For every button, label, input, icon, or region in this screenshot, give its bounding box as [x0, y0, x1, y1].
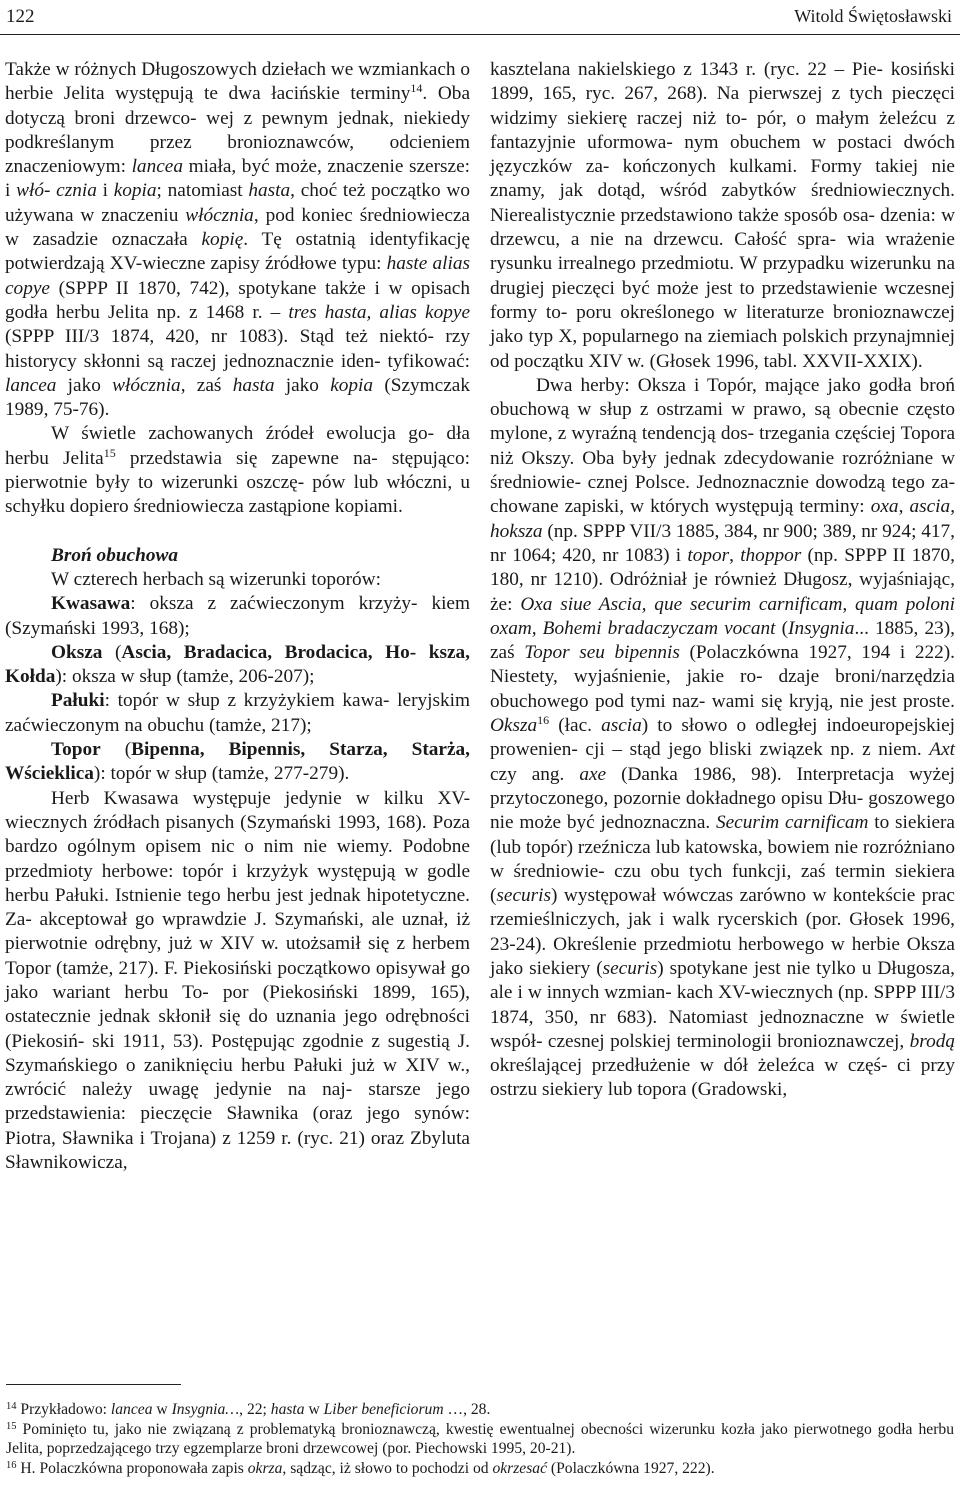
- text-run: W świetle zachowanych źródeł ewolucja go- dła herbu Jelita: [5, 423, 470, 469]
- text-run: jako: [56, 374, 113, 396]
- text-run: przedstawia się zapewne na- stępująco: pierwotnie były to wizerunki oszczę- pów lub włóczni, u schyłku dopiero średniowiecza zastąpione kopiami.: [5, 447, 470, 518]
- footnote-ref: 16: [6, 1459, 17, 1471]
- italic-term: hasta: [270, 1401, 305, 1418]
- italic-term: ascia: [909, 496, 951, 518]
- italic-term: axe: [579, 763, 607, 785]
- text-run: (Danka 1986, 98). Interpretacja wyżej przytoczonego, pozornie dokładnego opisu Dłu- goszowego nie może być jednoznaczna.: [490, 763, 955, 834]
- text-run: ,: [950, 496, 956, 518]
- text-run: w: [304, 1401, 324, 1418]
- bold-term: Bipenna, Bipennis, Starza, Starża, Wścieklica: [5, 739, 470, 785]
- italic-term: hasta: [248, 180, 291, 202]
- paragraph: [490, 58, 955, 374]
- footnote-rule: [6, 1384, 181, 1385]
- italic-term: hasta: [232, 374, 275, 396]
- text-run: : oksza z zaćwieczonym krzyży- kiem (Szymański 1993, 168);: [5, 593, 470, 639]
- italic-term: Securim carnificam: [715, 812, 869, 834]
- paragraph: [490, 374, 955, 1103]
- text-run: (np. SPPP VII/3 1885, 384, nr 900; 389, nr 924; 417, nr 1064; 420, nr 1083) i: [490, 520, 955, 566]
- italic-term: – tres hasta, alias kopye: [270, 301, 471, 323]
- text-run: , 22;: [239, 1401, 271, 1418]
- text-run: W czterech herbach są wizerunki toporów:: [51, 568, 381, 590]
- text-run: (łac.: [549, 715, 602, 737]
- header-rule: [0, 34, 960, 35]
- text-run: ) to słowo o odległej indoeuropejskiej prowenien- cji – stąd jego bliski związek np. z niem.: [490, 715, 955, 761]
- italic-term: Oksza: [490, 715, 538, 737]
- bold-term: Pałuki: [51, 690, 105, 712]
- text-run: kasztelana nakielskiego z 1343 r. (ryc. 22 – Pie- kosiński 1899, 165, ryc. 267, 268). Na pierwszej z tych pieczęci widzimy siekierę raczej niż to- pór, o małym żeleźcu z fantazyjnie uformowa- nym obuchem w postaci dwóch języczków za- kończonych kulkami. Formy takiej nie znamy, jak dotąd, wśród zabytków średniowiecznych. Nierealistycznie przedstawiono także sposób osa- dzenia: w drzewcu, a nie na drzewcu. Całość spra- wia wrażenie rysunku irrealnego przedmiotu. W przypadku wizerunku na drugiej pieczęci być może jest to przedstawienie wczesnej formy to- poru określonego w literaturze bronioznawczej jako typ X, popularnego na ziemiach polskich przynajmniej od początku XIV w. (Głosek 1996, tabl. XXVII-XXIX).: [490, 59, 955, 372]
- italic-term: włócznia: [112, 374, 181, 396]
- text-run: (: [100, 739, 132, 761]
- italic-term: Insygnia…: [171, 1401, 240, 1418]
- text-run: czy ang.: [490, 763, 580, 785]
- italic-term: lancea: [110, 1401, 153, 1418]
- text-run: (SPPP II 1870, 742), spotykane także i w opisach godła herbu Jelita np. z 1468 r.: [5, 277, 470, 323]
- bold-term: Oksza: [51, 641, 103, 663]
- section-gap: [5, 520, 470, 544]
- italic-term: Axt: [929, 739, 955, 761]
- footnote-14: [6, 1400, 954, 1420]
- italic-term: Insygnia: [788, 617, 855, 639]
- text-run: ... 1885, 23), zaś: [490, 617, 956, 664]
- italic-term: topor: [687, 544, 730, 566]
- italic-term: haste alias copye: [5, 253, 470, 299]
- footnote-ref: 15: [6, 1420, 17, 1432]
- italic-term: lancea: [131, 156, 183, 178]
- text-run: . Oba dotyczą broni drzewco- wej z pewnym jednak, niekiedy podkreślanym przez bronioznawców, odcieniem znaczeniowym:: [5, 83, 471, 178]
- text-run: ): topór w słup (tamże, 277-279).: [93, 763, 350, 785]
- text-run: , sądząc, iż słowo to pochodzi od: [282, 1459, 493, 1477]
- herb-entry: [5, 641, 470, 690]
- text-run: to siekiera (lub topór) rzeźnicza lub katowska, bowiem nie rozróżniano w średniowie- czu obu tych funkcji, zaś termin siekiera (: [490, 812, 955, 907]
- italic-term: okrzesać: [492, 1459, 548, 1477]
- footnote-15: [6, 1420, 954, 1459]
- italic-term: Liber beneficiorum: [323, 1401, 444, 1418]
- running-head-author: Witold Świętosławski: [794, 6, 952, 26]
- footnote-ref: 16: [537, 713, 550, 728]
- paragraph: [5, 787, 470, 1176]
- text-run: Przykładowo:: [16, 1401, 111, 1418]
- italic-term: thoppor: [740, 544, 802, 566]
- herb-entry: [5, 738, 470, 787]
- text-run: ) występował wówczas zarówno w kontekście prac rzemieślniczych, jak i walk rycerskich (por. Głosek 1996, 23-24). Określenie przedmiotu herbowego w herbie Oksza jako siekiery (: [490, 885, 955, 979]
- paragraph: [5, 568, 470, 592]
- page-number: 122: [6, 6, 35, 27]
- left-column: [5, 58, 470, 1175]
- italic-term: securis: [602, 957, 658, 979]
- footnote-16: [6, 1459, 954, 1479]
- text-run: ): oksza w słup (tamże, 206-207);: [55, 666, 315, 688]
- italic-term: włó- cznia: [16, 180, 97, 202]
- text-run: (Szymczak 1989, 75-76).: [5, 374, 470, 421]
- text-run: ) spotykane jest nie tylko u Długosza, ale i w innych wzmian- kach XV-wiecznych (np. SPPP III/3 1874, 350, nr 683). Natomiast jednoznaczne w świetle współ- czesnej polskiej terminologii bronioznawczej,: [490, 957, 955, 1052]
- text-run: : topór w słup z krzyżykiem kawa- leryjskim zaćwieczonym na obuchu (tamże, 217);: [5, 690, 470, 736]
- italic-term: kopia: [330, 374, 374, 396]
- italic-term: oxa: [870, 496, 899, 518]
- italic-term: hoksza: [490, 520, 543, 542]
- text-run: określającej przedłużenie w dół żeleźca w częś- ci przy ostrzu siekiery lub topora (Gradowski,: [490, 1055, 955, 1101]
- text-run: miała, być może, znaczenie szersze: i: [5, 156, 470, 202]
- text-run: ,: [898, 496, 910, 518]
- text-run: w: [152, 1401, 172, 1418]
- text-run: (np. SPPP II 1870, 180, nr 1210). Odróżniał je również Długosz, wyjaśniając, że:: [490, 544, 956, 615]
- text-run: Także w różnych Długoszowych dziełach we wzmiankach o herbie Jelita występują te dwa łacińskie terminy: [5, 59, 470, 105]
- italic-term: okrza: [247, 1459, 283, 1477]
- paragraph: [5, 58, 470, 422]
- text-run: , pod koniec średniowiecza w zasadzie oznaczała: [5, 204, 470, 251]
- page-header: [0, 0, 960, 34]
- text-run: (SPPP III/3 1874, 420, nr 1083). Stąd też niektó- rzy historycy skłonni są raczej jednoznacznie iden- tyfikować:: [5, 326, 470, 372]
- italic-term: Oxa siue Ascia, que securim carnificam, quam poloni oxam, Bohemi bradaczyczam vocant: [490, 593, 955, 639]
- text-run: (: [775, 617, 789, 639]
- text-run: . Tę ostatnią identyfikację potwierdzają XV-wieczne zapisy źródłowe typu:: [5, 229, 470, 275]
- text-run: , zaś: [180, 374, 233, 396]
- text-run: , choć też początko wo używana w znaczeniu: [5, 180, 471, 226]
- bold-term: Ascia, Bradacica, Brodacica, Ho- ksza, Kołda: [5, 641, 470, 688]
- text-run: (Polaczkówna 1927, 222).: [547, 1459, 715, 1477]
- footnote-ref: 15: [103, 445, 116, 460]
- bold-term: Topor: [51, 739, 101, 761]
- paragraph: [5, 422, 470, 519]
- italic-term: Topor seu bipennis: [524, 642, 680, 664]
- bold-term: Kwasawa: [51, 593, 131, 615]
- text-run: Pominięto tu, jako nie związaną z problematyką bronioznawczą, kwestię ewentualnej obecności wizerunku kozła jako pierwotnego godła herbu Jelita, poprzedzającego trzy egzemplarze broni drzewcowej (por. Piechowski 1995, 20-21).: [6, 1420, 954, 1458]
- herb-entry: [5, 592, 470, 641]
- text-run: jako: [274, 374, 331, 396]
- herb-entry: [5, 689, 470, 738]
- italic-term: lancea: [5, 374, 57, 396]
- text-run: (Polaczkówna 1927, 194 i 222). Niestety, wyjaśnienie, jakie ro- dzaje broni/narzędzia obuchowego pod tymi naz- wami się kryją, nie jest proste.: [490, 642, 955, 712]
- italic-term: securis: [496, 885, 552, 907]
- italic-term: włócznia: [185, 204, 254, 226]
- text-run: Dwa herby: Oksza i Topór, mające jako godła broń obuchową w słup z ostrzami w prawo, są obecnie często mylone, z wyraźną tendencją dos- trzegania częściej Topora niż Okszy. Oba były jednak zdecydowanie rozróżniane w średniowie- cznej Polsce. Jednoznacznie dowodzą tego za- chowane zapiski, w których występują terminy:: [490, 374, 955, 518]
- italic-term: ascia: [601, 715, 642, 737]
- footnote-ref: 14: [6, 1401, 17, 1412]
- text-run: i: [96, 180, 114, 202]
- italic-term: kopię: [201, 229, 244, 251]
- text-run: …, 28.: [443, 1401, 491, 1418]
- footnotes: [6, 1400, 954, 1478]
- footnote-ref: 14: [410, 81, 423, 96]
- text-run: H. Polaczkówna proponowała zapis: [16, 1459, 248, 1477]
- italic-term: brodą: [909, 1030, 955, 1052]
- text-run: Herb Kwasawa występuje jedynie w kilku XV-wiecznych źródłach pisanych (Szymański 1993, 168). Poza bardzo ogólnym opisem nic o nim nie wiemy. Podobne przedmioty herbowe: topór i krzyżyk występują w godle herbu Pałuki. Istnienie tego herbu jest jednak hipotetyczne. Za- akceptował go wprawdzie J. Szymański, ale uznał, iż pierwotnie odrębny, już w XIV w. utożsamił się z herbem Topor (tamże, 217). F. Piekosiński początkowo opisywał go jako wariant herbu To- por (Piekosiński 1899, 165), ostatecznie jednak skłonił się do uznania jego odrębności (Piekosiń- ski 1911, 53). Postępując zgodnie z sugestią J. Szymańskiego o zaniknięciu herbu Pałuki już w XIV w., zwrócić należy uwagę jedynie na naj- starsze jego przedstawienia: pieczęcie Sławnika (oraz jego synów: Piotra, Sławnika i Trojana) z 1259 r. (ryc. 21) oraz Zbyluta Sławnikowicza,: [5, 787, 470, 1174]
- italic-term: kopia: [113, 180, 157, 202]
- text-run: ; natomiast: [156, 180, 249, 202]
- section-title: Broń obuchowa: [51, 544, 178, 566]
- text-run: ,: [729, 544, 741, 566]
- text-run: (: [102, 641, 122, 663]
- right-column: [490, 58, 955, 1103]
